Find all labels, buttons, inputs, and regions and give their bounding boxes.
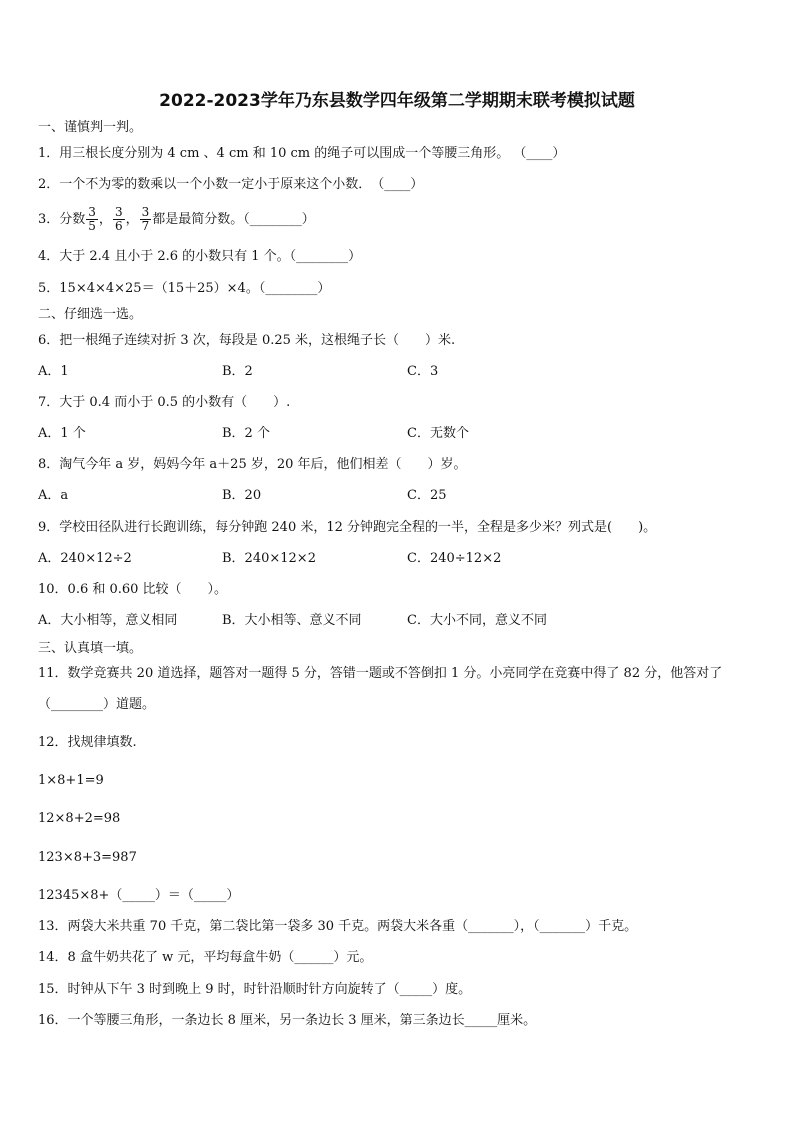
question-11: 11．数学竞赛共 20 道选择，题答对一题得 5 分，答错一题或不答倒扣 1 分。小亮同学在竞赛中得了 82 分，他答对了: [38, 666, 723, 681]
section-heading-3: 三、认真填一填。: [38, 641, 143, 656]
question-6-option-a: A．1: [38, 364, 69, 379]
question-5: 5．15×4×4×25＝（15＋25）×4。（________）: [38, 281, 331, 296]
question-8-option-c: C．25: [407, 488, 447, 503]
question-14: 14．8 盒牛奶共花了 w 元，平均每盒牛奶（______）元。: [38, 950, 373, 965]
question-10-option-a: A．大小相等，意义相同: [38, 613, 178, 628]
question-7-option-c: C．无数个: [407, 426, 469, 441]
question-12-pattern-1: 1×8+1=9: [38, 773, 104, 788]
fraction-2: [113, 206, 125, 233]
question-10: 10．0.6 和 0.60 比较（ ）。: [38, 582, 228, 597]
question-9-option-c: C．240÷12×2: [407, 551, 502, 566]
question-12-pattern-3: 123×8+3=987: [38, 850, 137, 865]
fraction-2-numerator: 3: [114, 205, 123, 219]
question-7-option-a: A．1 个: [38, 426, 86, 441]
separator: ，: [125, 212, 139, 227]
question-9-option-b: B．240×12×2: [222, 551, 316, 566]
question-16: 16．一个等腰三角形，一条边长 8 厘米，另一条边长 3 厘米，第三条边长_____厘米。: [38, 1013, 537, 1028]
question-3-prefix: 3．分数: [38, 212, 86, 227]
section-heading-2: 二、仔细选一选。: [38, 307, 143, 322]
question-11-continuation: （________）道题。: [38, 697, 156, 712]
question-4: 4．大于 2.4 且小于 2.6 的小数只有 1 个。（________）: [38, 249, 362, 264]
question-10-option-b: B．大小相等、意义不同: [222, 613, 362, 628]
question-8-option-a: A．a: [38, 488, 69, 503]
fraction-1-denominator: 5: [88, 219, 96, 233]
fraction-3-denominator: 7: [141, 219, 150, 233]
question-7: 7．大于 0.4 而小于 0.5 的小数有（ ）.: [38, 395, 291, 410]
question-6-option-b: B．2: [222, 364, 253, 379]
question-12: 12．找规律填数.: [38, 735, 137, 750]
fraction-2-denominator: 6: [114, 219, 123, 233]
fraction-1: [86, 206, 98, 233]
fraction-1-numerator: 3: [88, 205, 96, 219]
separator: ，: [98, 212, 112, 227]
question-1: 1．用三根长度分别为 4 cm 、4 cm 和 10 cm 的绳子可以围成一个等腰三角形。 （____）: [38, 146, 566, 161]
question-12-pattern-2: 12×8+2=98: [38, 811, 121, 826]
fraction-3-numerator: 3: [141, 205, 150, 219]
question-8-option-b: B．20: [222, 488, 262, 503]
question-2: 2．一个不为零的数乘以一个小数一定小于原来这个小数． （____）: [38, 177, 424, 192]
page-title: 2022-2023学年乃东县数学四年级第二学期期末联考模拟试题: [159, 91, 635, 111]
question-12-pattern-4: 12345×8+（_____）＝（_____）: [38, 888, 240, 903]
question-3-suffix: 都是最简分数。（________）: [152, 212, 315, 227]
question-8: 8．淘气今年 a 岁，妈妈今年 a＋25 岁，20 年后，他们相差（ ）岁。: [38, 457, 467, 472]
question-9: 9．学校田径队进行长跑训练，每分钟跑 240 米，12 分钟跑完全程的一半，全程是多少米？列式是( )。: [38, 520, 657, 535]
question-3: [38, 202, 315, 238]
question-6: 6．把一根绳子连续对折 3 次，每段是 0.25 米，这根绳子长（ ）米.: [38, 333, 456, 348]
section-heading-1: 一、谨慎判一判。: [38, 120, 143, 135]
question-15: 15．时钟从下午 3 时到晚上 9 时，时针沿顺时针方向旋转了（_____）度。: [38, 982, 472, 997]
question-10-option-c: C．大小不同，意义不同: [407, 613, 547, 628]
question-7-option-b: B．2 个: [222, 426, 270, 441]
question-13: 13．两袋大米共重 70 千克，第二袋比第一袋多 30 千克。两袋大米各重（_______），（_______）千克。: [38, 919, 638, 934]
question-6-option-c: C．3: [407, 364, 439, 379]
question-9-option-a: A．240×12÷2: [38, 551, 132, 566]
fraction-3: [140, 206, 152, 233]
